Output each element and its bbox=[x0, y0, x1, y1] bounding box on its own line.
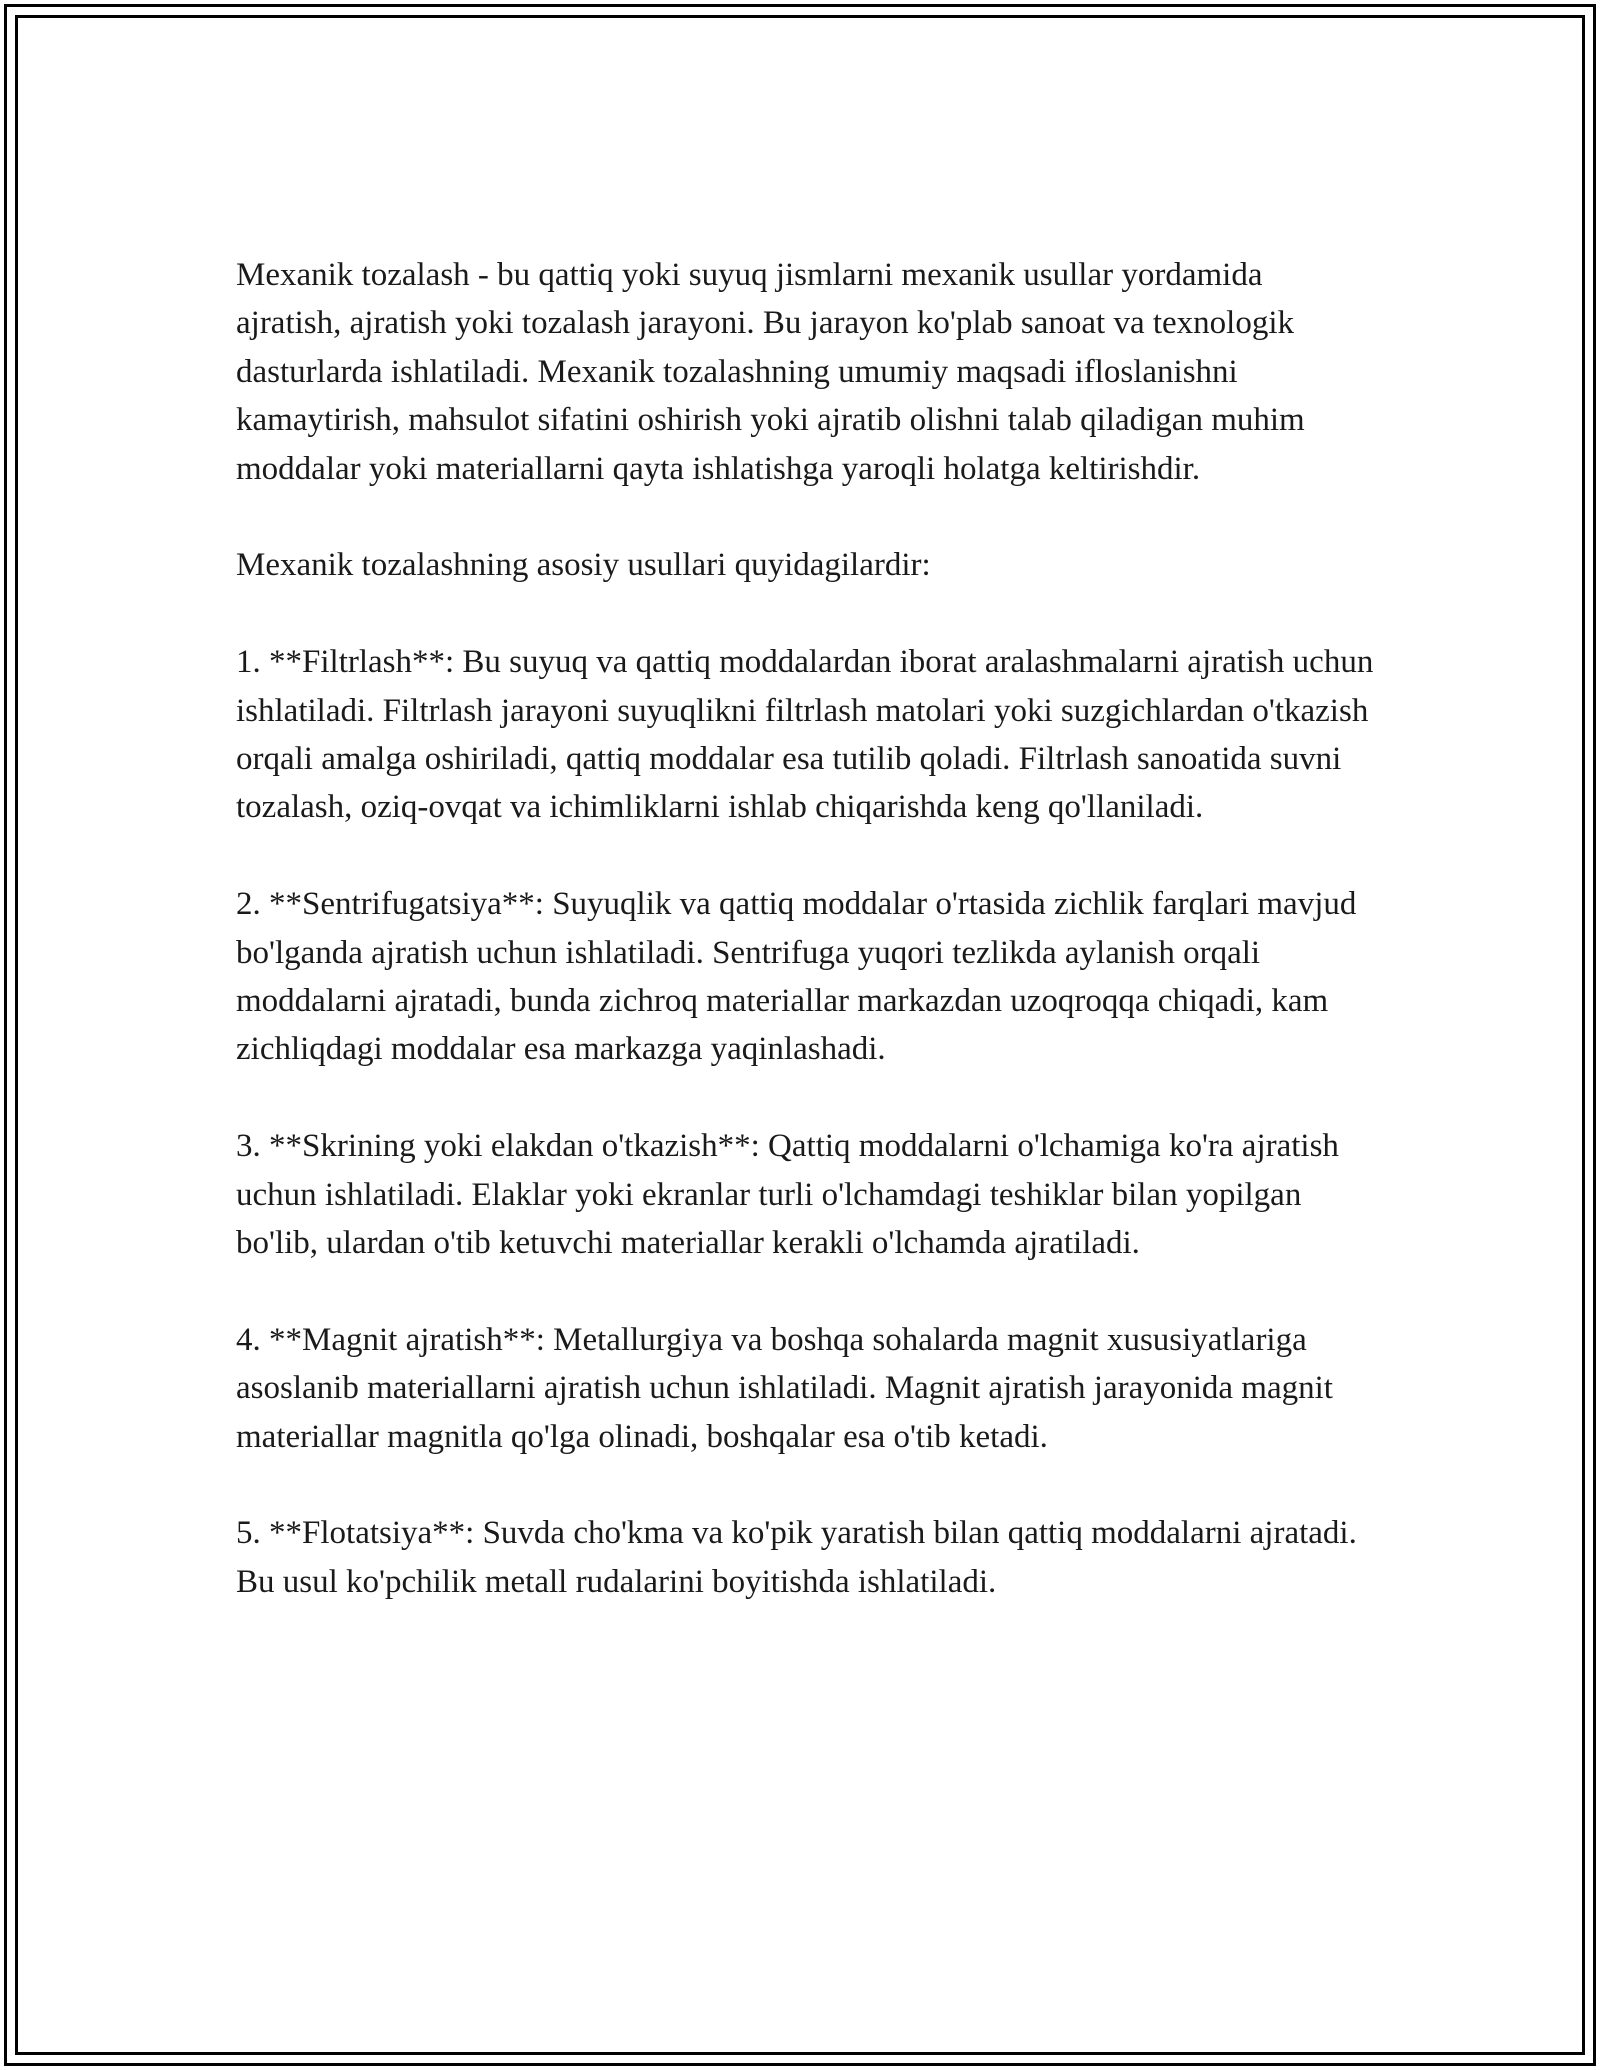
intro-paragraph: Mexanik tozalash - bu qattiq yoki suyuq jismlarni mexanik usullar yordamida ajratish, ajratish yoki tozalash jarayoni. Bu jarayon ko'plab sanoat va texnologik dasturlarda ishlatiladi. Mexanik tozalashning umumiy maqsadi ifloslanishni kamaytirish, mahsulot sifatini oshirish yoki ajratib olishni talab qiladigan muhim moddalar yoki materiallarni qayta ishlatishga yaroqli holatga keltirishdir. bbox=[236, 257, 1305, 487]
method-item-flotation: 5. **Flotatsiya**: Suvda cho'kma va ko'pik yaratish bilan qattiq moddalarni ajratadi. Bu usul ko'pchilik metall rudalarini boyitishda ishlatiladi. bbox=[236, 1515, 1357, 1600]
method-item-screening: 3. **Skrining yoki elakdan o'tkazish**: Qattiq moddalarni o'lchamiga ko'ra ajratish uchun ishlatiladi. Elaklar yoki ekranlar turli o'lchamdagi teshiklar bilan yopilgan bo'lib, ulardan o'tib ketuvchi materiallar kerakli o'lchamda ajratiladi. bbox=[236, 1128, 1339, 1262]
method-item-magnetic-separation: 4. **Magnit ajratish**: Metallurgiya va boshqa sohalarda magnit xususiyatlariga asoslanib materiallarni ajratish uchun ishlatiladi. Magnit ajratish jarayonida magnit materiallar magnitla qo'lga olinadi, boshqalar esa o'tib ketadi. bbox=[236, 1321, 1333, 1455]
method-item-filtration: 1. **Filtrlash**: Bu suyuq va qattiq moddalardan iborat aralashmalarni ajratish uchun ishlatiladi. Filtrlash jarayoni suyuqlikni filtrlash matolari yoki suzgichlardan o'tkazish orqali amalga oshiriladi, qattiq moddalar esa tutilib qoladi. Filtrlash sanoatida suvni tozalash, oziq-ovqat va ichimliklarni ishlab chiqarishda keng qo'llaniladi. bbox=[236, 644, 1374, 826]
method-item-centrifugation: 2. **Sentrifugatsiya**: Suyuqlik va qattiq moddalar o'rtasida zichlik farqlari mavjud bo'lganda ajratish uchun ishlatiladi. Sentrifuga yuqori tezlikda aylanish orqali moddalarni ajratadi, bunda zichroq materiallar markazdan uzoqroqqa chiqadi, kam zichliqdagi moddalar esa markazga yaqinlashadi. bbox=[236, 886, 1357, 1068]
methods-heading: Mexanik tozalashning asosiy usullari quyidagilardir: bbox=[236, 547, 931, 584]
document-body bbox=[236, 251, 1376, 1606]
